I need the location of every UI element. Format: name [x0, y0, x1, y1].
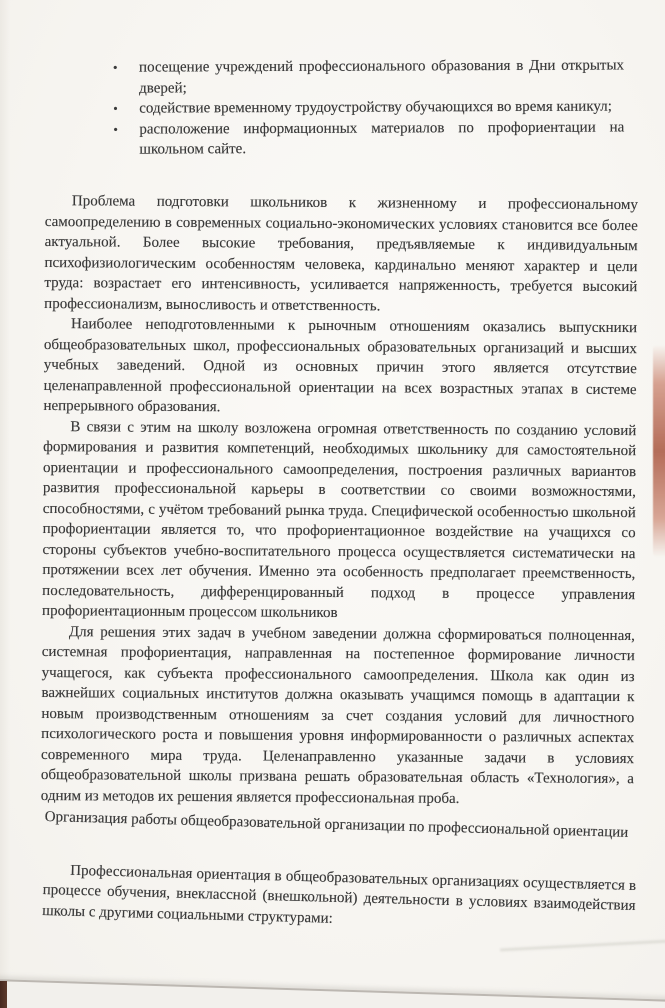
list-item [113, 55, 624, 98]
bullet-text: содействие временному трудоустройству обучающихся во время каникул; [139, 98, 612, 117]
closing-paragraph: Профессиональная ориентация в общеобразовательных организациях осуществляется в процессе обучения, внеклассной (внешкольной) деятельности в условиях взаимодействия школы с другими социальными структурами: [41, 861, 637, 926]
main-text-block [41, 191, 638, 810]
paragraph: Проблема подготовки школьников к жизненному и профессиональному самоопределению в современных социально-экономических условиях становится все более актуальной. Более высокие требования, предъявляемые к индивидуальным психофизиологическим особенностям человека, кардинально меняют характер и цели труда: возрастает его интенсивность, усиливается напряженность, требуется высокий профессионализм, выносливость и ответственность. [44, 192, 638, 314]
list-item [113, 96, 624, 119]
bullet-list [45, 55, 638, 160]
bullet-text: посещение учреждений профессионального образования в Дни открытых дверей; [139, 57, 625, 97]
section-heading: Организация работы общеобразовательной организации по профессиональной ориентации [44, 808, 629, 841]
bullet-text: расположение информационных материалов по профориентации на школьном сайте. [139, 118, 625, 158]
paragraph: Наиболее неподготовленными к рыночным отношениям оказались выпускники общеобразовательных школ, профессиональных образовательных организаций и высших учебных заведений. Одной из основных причин этого является отсутствие целенаправленной профессиональной ориентации на всех возрастных этапах в системе непрерывного образования. [43, 315, 638, 415]
paper-crease [500, 940, 665, 952]
page-right-edge-shadow [653, 345, 665, 557]
bullet-marker-icon: • [113, 121, 118, 137]
list-item [113, 117, 624, 160]
page-bottom-edge [0, 979, 665, 1008]
bottom-left-corner-shadow [0, 981, 7, 1008]
paragraph: Для решения этих задач в учебном заведении должна сформироваться полноценная, системная профориентация, направленная на постепенное формирование личности учащегося, как субъекта профессионального самоопределения. Школа как один из важнейших социальных институтов должна оказывать учащимся помощь в адаптации к новым производственным отношениям за счет создания условий для личностного психологического роста и повышения уровня информированности о различных аспектах современного мира труда. Целенаправленно указанные задачи в условиях общеобразовательной школы призвана решать образовательная область «Технология», а одним из методов их решения является профессиональная проба. [40, 623, 635, 806]
bullet-marker-icon: • [113, 59, 118, 75]
paragraph: В связи с этим на школу возложена огромная ответственность по созданию условий формирования и развития компетенций, необходимых школьнику для самостоятельной ориентации и профессионального самоопределения, построения различных вариантов развития профессиональной карьеры в соответствии со своими возможностями, способностями, с учётом требований рынка труда. Специфической особенностью школьной профориентации является то, что профориентационное воздействие на учащихся со стороны субъектов учебно-воспитательного процесса осуществляется систематически на протяжении всех лет обучения. Именно эта особенность предполагает преемственность, последовательность, дифференцированный подход в процессе управления профориентационным процессом школьников [42, 418, 637, 621]
tail-text-block [42, 807, 638, 937]
bullet-marker-icon: • [113, 100, 118, 116]
